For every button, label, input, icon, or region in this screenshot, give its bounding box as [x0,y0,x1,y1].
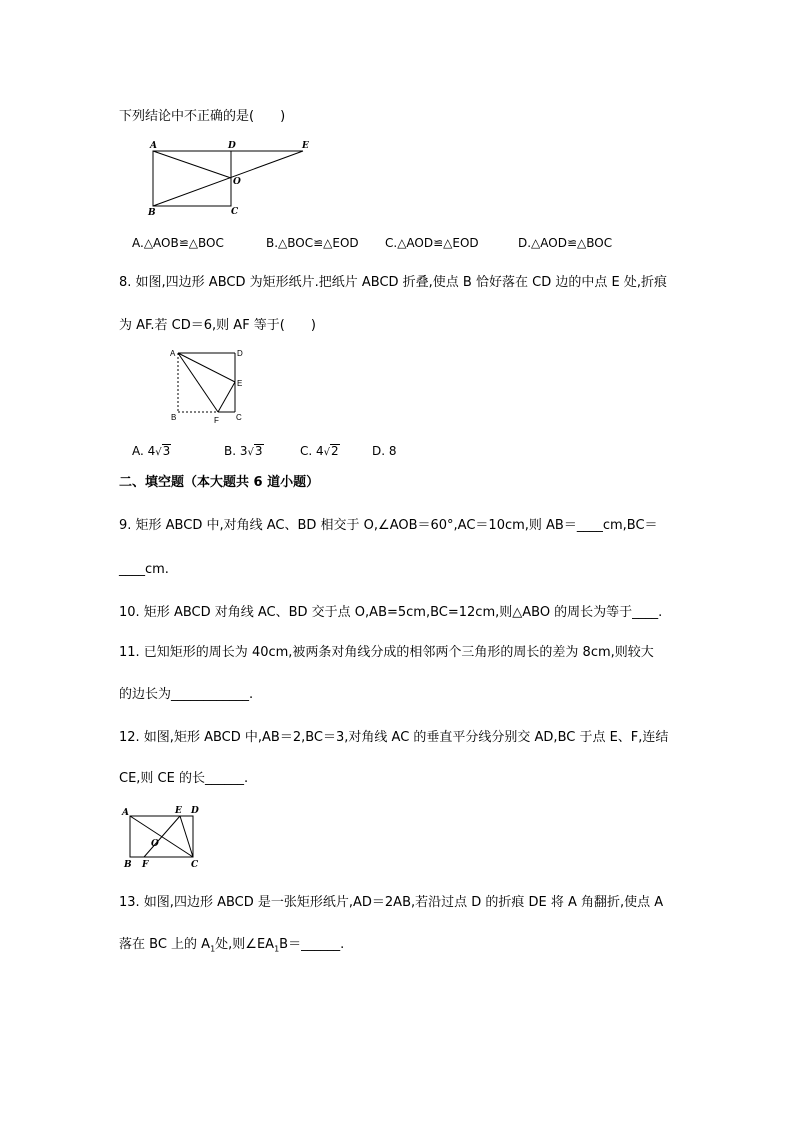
q12-label-B: B [124,860,132,870]
q7-option-c: C.△AOD≌△EOD [385,236,479,250]
q7-option-a: A.△AOB≌△BOC [132,236,224,250]
q7-option-d: D.△AOD≌△BOC [518,236,613,250]
q7-stem: 下列结论中不正确的是( ) [119,109,286,124]
q7-figure [140,138,320,220]
q7-option-b: B.△BOC≌△EOD [266,236,359,250]
q12-figure [118,802,206,872]
q12-line-EC [180,816,193,857]
q8-line1: 8. 如图,四边形 ABCD 为矩形纸片.把纸片 ABCD 折叠,使点 B 恰好落在 CD 边的中点 E 处,折痕 [119,275,667,290]
q10-line1: 10. 矩形 ABCD 对角线 AC、BD 交于点 O,AB=5cm,BC=12cm,则△ABO 的周长为等于____. [119,605,663,620]
q8-label-C: C [236,413,242,422]
q8-label-B: B [171,413,177,422]
q7-line-AO [153,151,231,178]
q13-line1: 13. 如图,四边形 ABCD 是一张矩形纸片,AD＝2AB,若沿过点 D 的折痕 DE 将 A 角翻折,使点 A [119,895,664,910]
q13-line2: 落在 BC 上的 $A_1$处,则$\angle EA_1B=\_\_\_\_\_\_$. [119,937,345,954]
q8-line2: 为 AF.若 CD＝6,则 AF 等于( ) [119,318,316,333]
section2-title: 二、填空题（本大题共 6 道小题） [119,475,320,490]
q9-line2: ____cm. [119,562,169,577]
q7-label-D: D [228,141,236,151]
q7-label-E: E [302,141,309,151]
q8-label-F: F [214,416,219,425]
q8-line-EF [218,382,235,412]
q7-label-A: A [150,141,157,151]
q7-rectangle [153,151,231,206]
q12-label-C: C [191,860,199,870]
q8-label-D: D [237,349,243,358]
q12-line2: CE,则 CE 的长______. [119,771,249,786]
q9-line1: 9. 矩形 ABCD 中,对角线 AC、BD 相交于 O,∠AOB＝60°,AC＝10cm,则 AB＝____cm,BC＝ [119,518,658,533]
q12-line-EF [144,816,180,857]
q8-option-a: A. 4√3 [132,444,171,458]
q8-figure [168,345,253,427]
q7-label-O: O [233,177,241,187]
q8-option-b: B. 3√3 [224,444,263,458]
q8-label-A: A [170,349,176,358]
q11-line2: 的边长为____________. [119,687,254,702]
q8-line-AE [178,353,235,382]
q12-line1: 12. 如图,矩形 ABCD 中,AB＝2,BC＝3,对角线 AC 的垂直平分线分别交 AD,BC 于点 E、F,连结 [119,730,669,745]
q8-option-c: C. 4√2 [300,444,339,458]
q12-label-F: F [142,860,149,870]
q12-label-O: O [151,839,159,849]
q7-label-C: C [231,207,239,217]
q12-label-A: A [122,808,129,818]
q8-option-d: D. 8 [372,444,397,458]
q8-line-AF [178,353,218,412]
q12-label-D: D [191,806,199,816]
q7-label-B: B [148,208,156,218]
q12-label-E: E [175,806,182,816]
q11-line1: 11. 已知矩形的周长为 40cm,被两条对角线分成的相邻两个三角形的周长的差为 8cm,则较大 [119,645,654,660]
q8-label-E: E [237,379,243,388]
